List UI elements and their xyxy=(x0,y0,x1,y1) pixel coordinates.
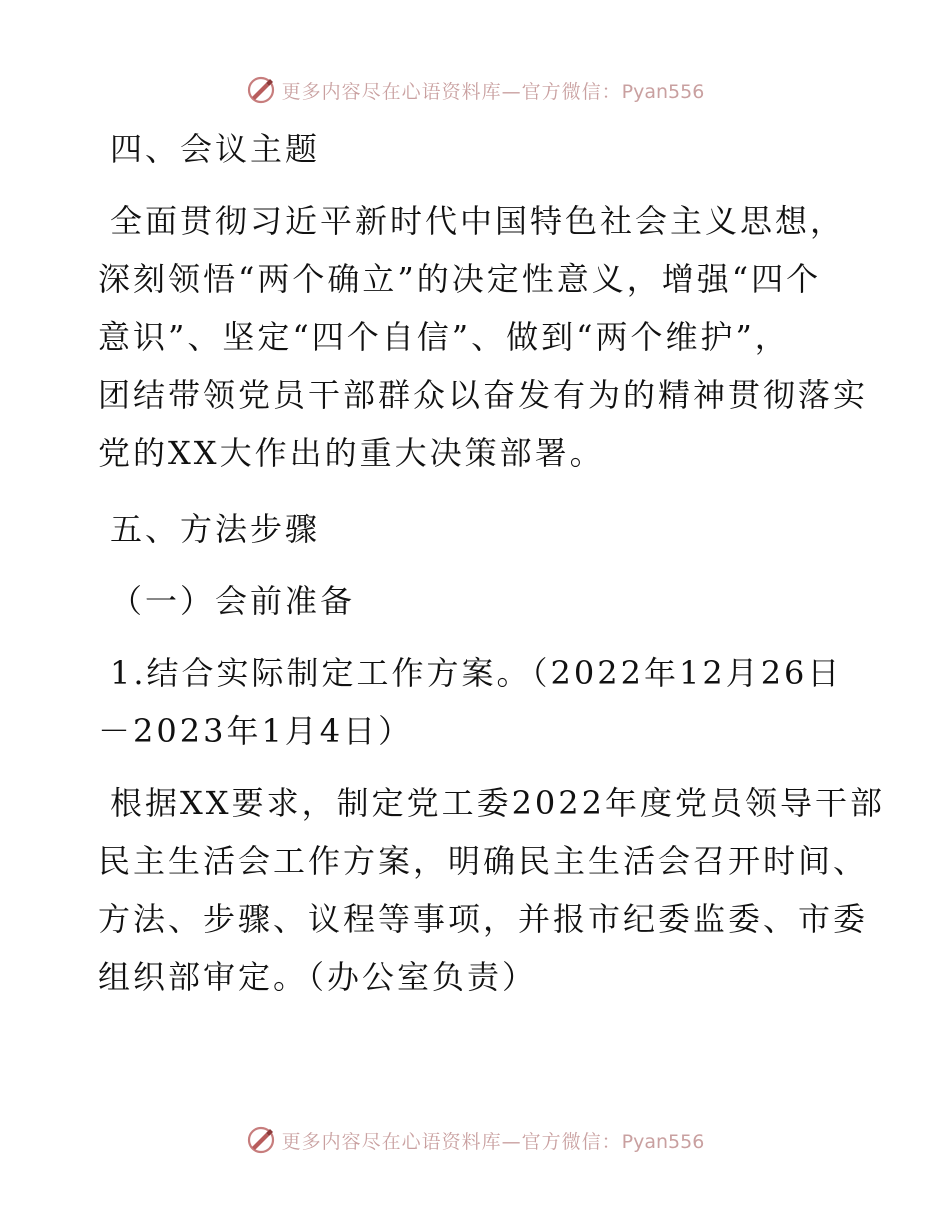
item-1-title-line-2: －2023年1月4日） xyxy=(98,712,414,750)
section-heading-5: 五、方法步骤 xyxy=(110,510,321,548)
item-1-body-line-3: 方法、步骤、议程等事项，并报市纪委监委、市委 xyxy=(98,900,869,938)
section-heading-4: 四、会议主题 xyxy=(110,130,321,168)
watermark-text: 更多内容尽在心语资料库—官方微信：Pyan556 xyxy=(281,80,705,103)
item-1-body-line-2: 民主生活会工作方案，明确民主生活会召开时间、 xyxy=(98,842,869,880)
theme-line-1: 全面贯彻习近平新时代中国特色社会主义思想， xyxy=(110,202,846,240)
theme-line-2: 深刻领悟“两个确立”的决定性意义，增强“四个 xyxy=(98,260,822,298)
pen-logo-icon xyxy=(246,75,276,105)
watermark-banner-bottom xyxy=(0,1122,950,1158)
item-1-body-line-4: 组织部审定。（办公室负责） xyxy=(98,958,538,996)
watermark-banner-top xyxy=(0,72,950,108)
watermark-text: 更多内容尽在心语资料库—官方微信：Pyan556 xyxy=(281,1130,705,1153)
item-1-title-line-1: 1.结合实际制定工作方案。（2022年12月26日 xyxy=(110,654,843,692)
theme-line-3: 意识”、坚定“四个自信”、做到“两个维护”， xyxy=(98,318,790,356)
theme-line-5: 党的XX大作出的重大决策部署。 xyxy=(98,434,605,472)
document-body xyxy=(98,120,886,1006)
subsection-heading-1: （一）会前准备 xyxy=(110,582,356,620)
theme-line-4: 团结带领党员干部群众以奋发有为的精神贯彻落实 xyxy=(98,376,869,414)
pen-logo-icon xyxy=(246,1125,276,1155)
item-1-body-line-1: 根据XX要求，制定党工委2022年度党员领导干部 xyxy=(110,784,886,822)
